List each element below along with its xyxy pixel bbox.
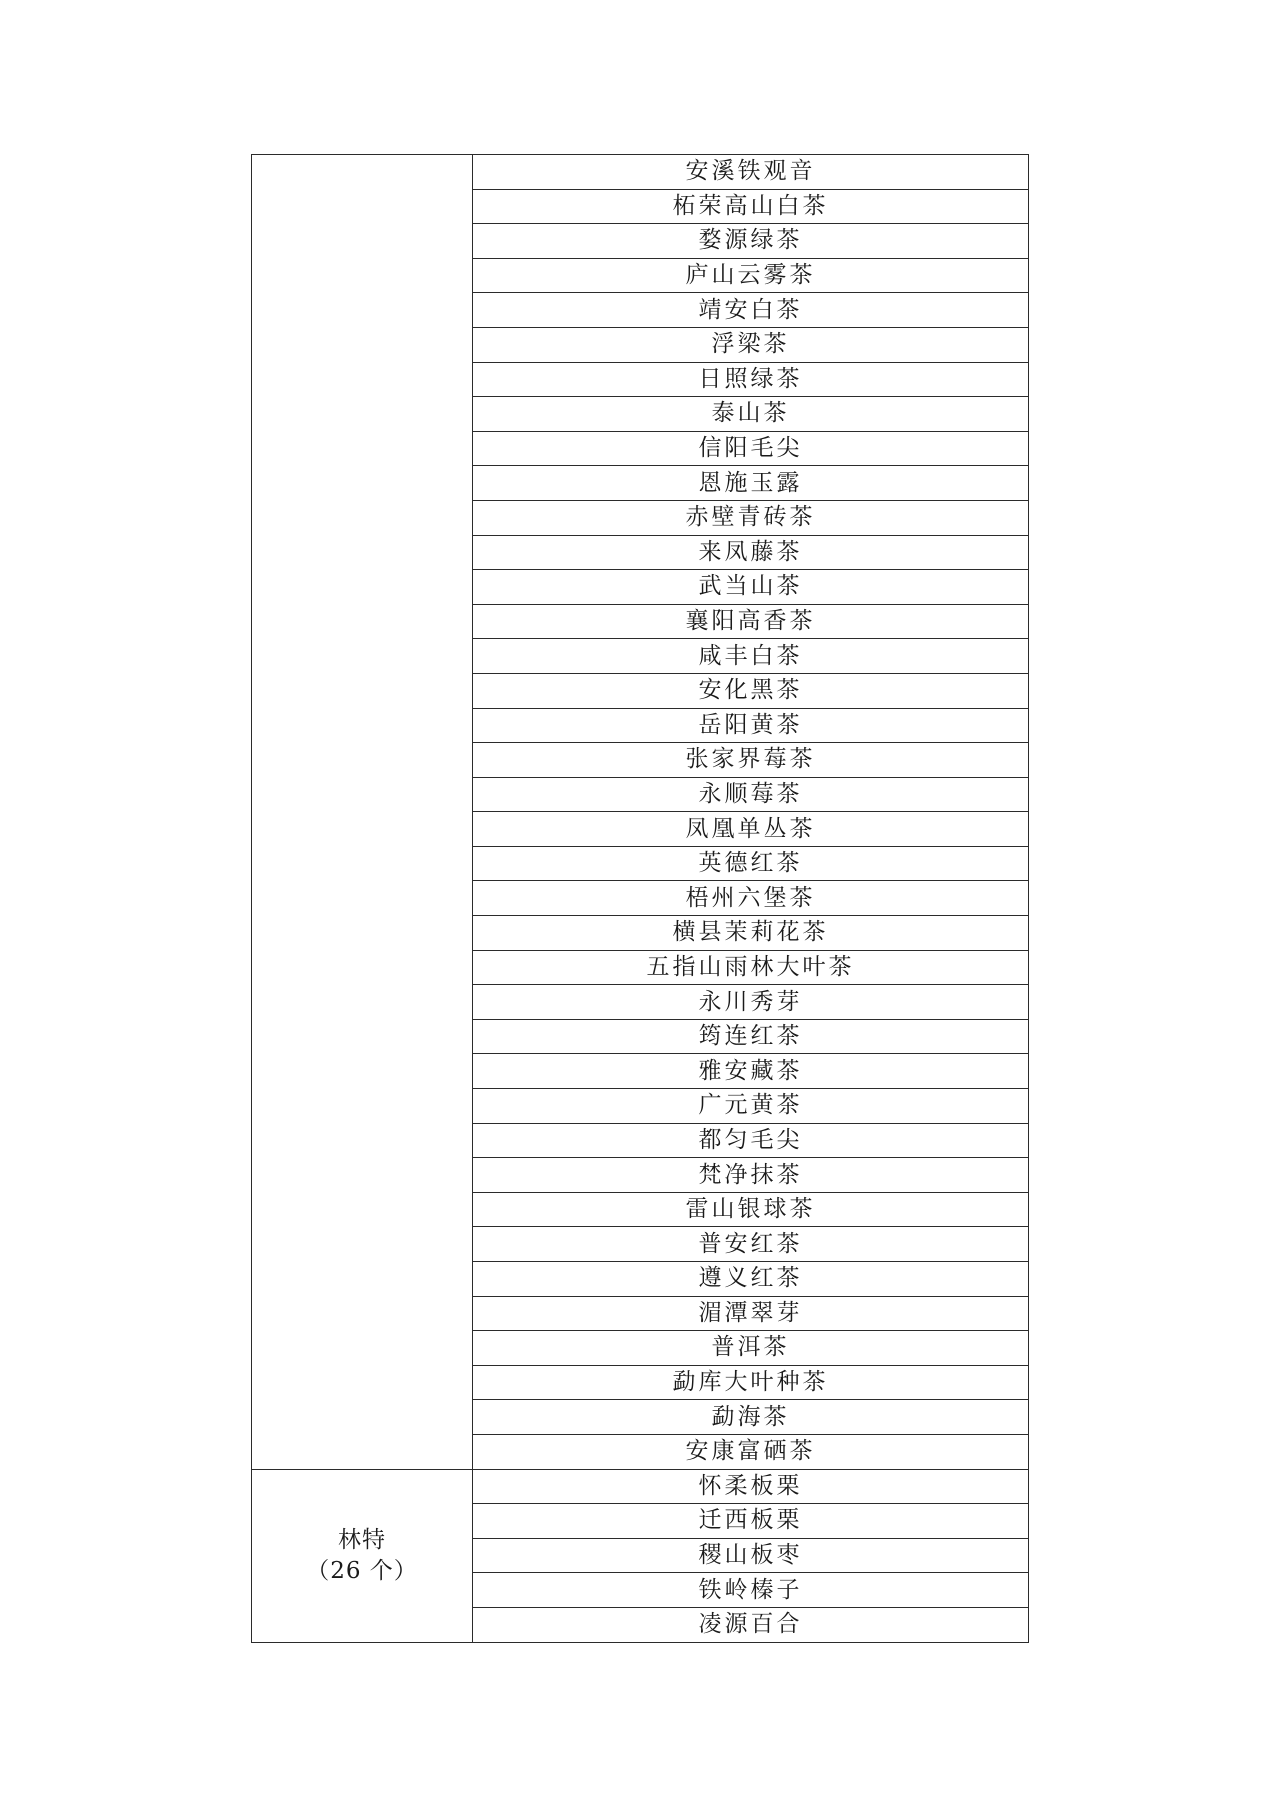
product-name-cell: 庐山云雾茶	[473, 258, 1029, 293]
product-name-cell: 浮梁茶	[473, 327, 1029, 362]
product-name-cell: 雅安藏茶	[473, 1054, 1029, 1089]
product-name-cell: 怀柔板栗	[473, 1469, 1029, 1504]
product-name-cell: 横县茉莉花茶	[473, 916, 1029, 951]
product-name-cell: 永顺莓茶	[473, 777, 1029, 812]
product-name-cell: 铁岭榛子	[473, 1573, 1029, 1608]
product-name-cell: 梵净抹茶	[473, 1158, 1029, 1193]
category-count: （26 个）	[306, 1557, 418, 1584]
product-name-cell: 日照绿茶	[473, 362, 1029, 397]
product-name-cell: 永川秀芽	[473, 985, 1029, 1020]
product-name-cell: 梧州六堡茶	[473, 881, 1029, 916]
product-name-cell: 勐海茶	[473, 1400, 1029, 1435]
product-name-cell: 安化黑茶	[473, 673, 1029, 708]
table-row	[252, 155, 1029, 190]
product-name-cell: 张家界莓茶	[473, 743, 1029, 778]
product-name-cell: 湄潭翠芽	[473, 1296, 1029, 1331]
product-name-cell: 襄阳高香茶	[473, 604, 1029, 639]
product-name-cell: 泰山茶	[473, 397, 1029, 432]
product-name-cell: 普洱茶	[473, 1331, 1029, 1366]
product-name-cell: 咸丰白茶	[473, 639, 1029, 674]
product-name-cell: 都匀毛尖	[473, 1123, 1029, 1158]
product-name-cell: 靖安白茶	[473, 293, 1029, 328]
product-name-cell: 普安红茶	[473, 1227, 1029, 1262]
product-name-cell: 婺源绿茶	[473, 224, 1029, 259]
product-name-cell: 恩施玉露	[473, 466, 1029, 501]
category-name: 林特	[338, 1526, 386, 1553]
product-name-cell: 来凤藤茶	[473, 535, 1029, 570]
product-name-cell: 迁西板栗	[473, 1504, 1029, 1539]
product-name-cell: 雷山银球茶	[473, 1192, 1029, 1227]
product-name-cell: 筠连红茶	[473, 1019, 1029, 1054]
product-name-cell: 英德红茶	[473, 846, 1029, 881]
product-name-cell: 凌源百合	[473, 1607, 1029, 1642]
product-name-cell: 凤凰单丛茶	[473, 812, 1029, 847]
product-name-cell: 岳阳黄茶	[473, 708, 1029, 743]
category-cell	[252, 155, 473, 1470]
product-table	[251, 154, 1029, 1643]
product-name-cell: 广元黄茶	[473, 1089, 1029, 1124]
product-name-cell: 五指山雨林大叶茶	[473, 950, 1029, 985]
category-cell	[252, 1469, 473, 1642]
product-name-cell: 安康富硒茶	[473, 1434, 1029, 1469]
table-row	[252, 1469, 1029, 1504]
product-name-cell: 信阳毛尖	[473, 431, 1029, 466]
product-name-cell: 赤壁青砖茶	[473, 500, 1029, 535]
product-name-cell: 柘荣高山白茶	[473, 189, 1029, 224]
product-table-body	[252, 155, 1029, 1643]
product-name-cell: 武当山茶	[473, 570, 1029, 605]
product-name-cell: 遵义红茶	[473, 1262, 1029, 1297]
product-name-cell: 稷山板枣	[473, 1538, 1029, 1573]
product-name-cell: 勐库大叶种茶	[473, 1365, 1029, 1400]
product-name-cell: 安溪铁观音	[473, 155, 1029, 190]
